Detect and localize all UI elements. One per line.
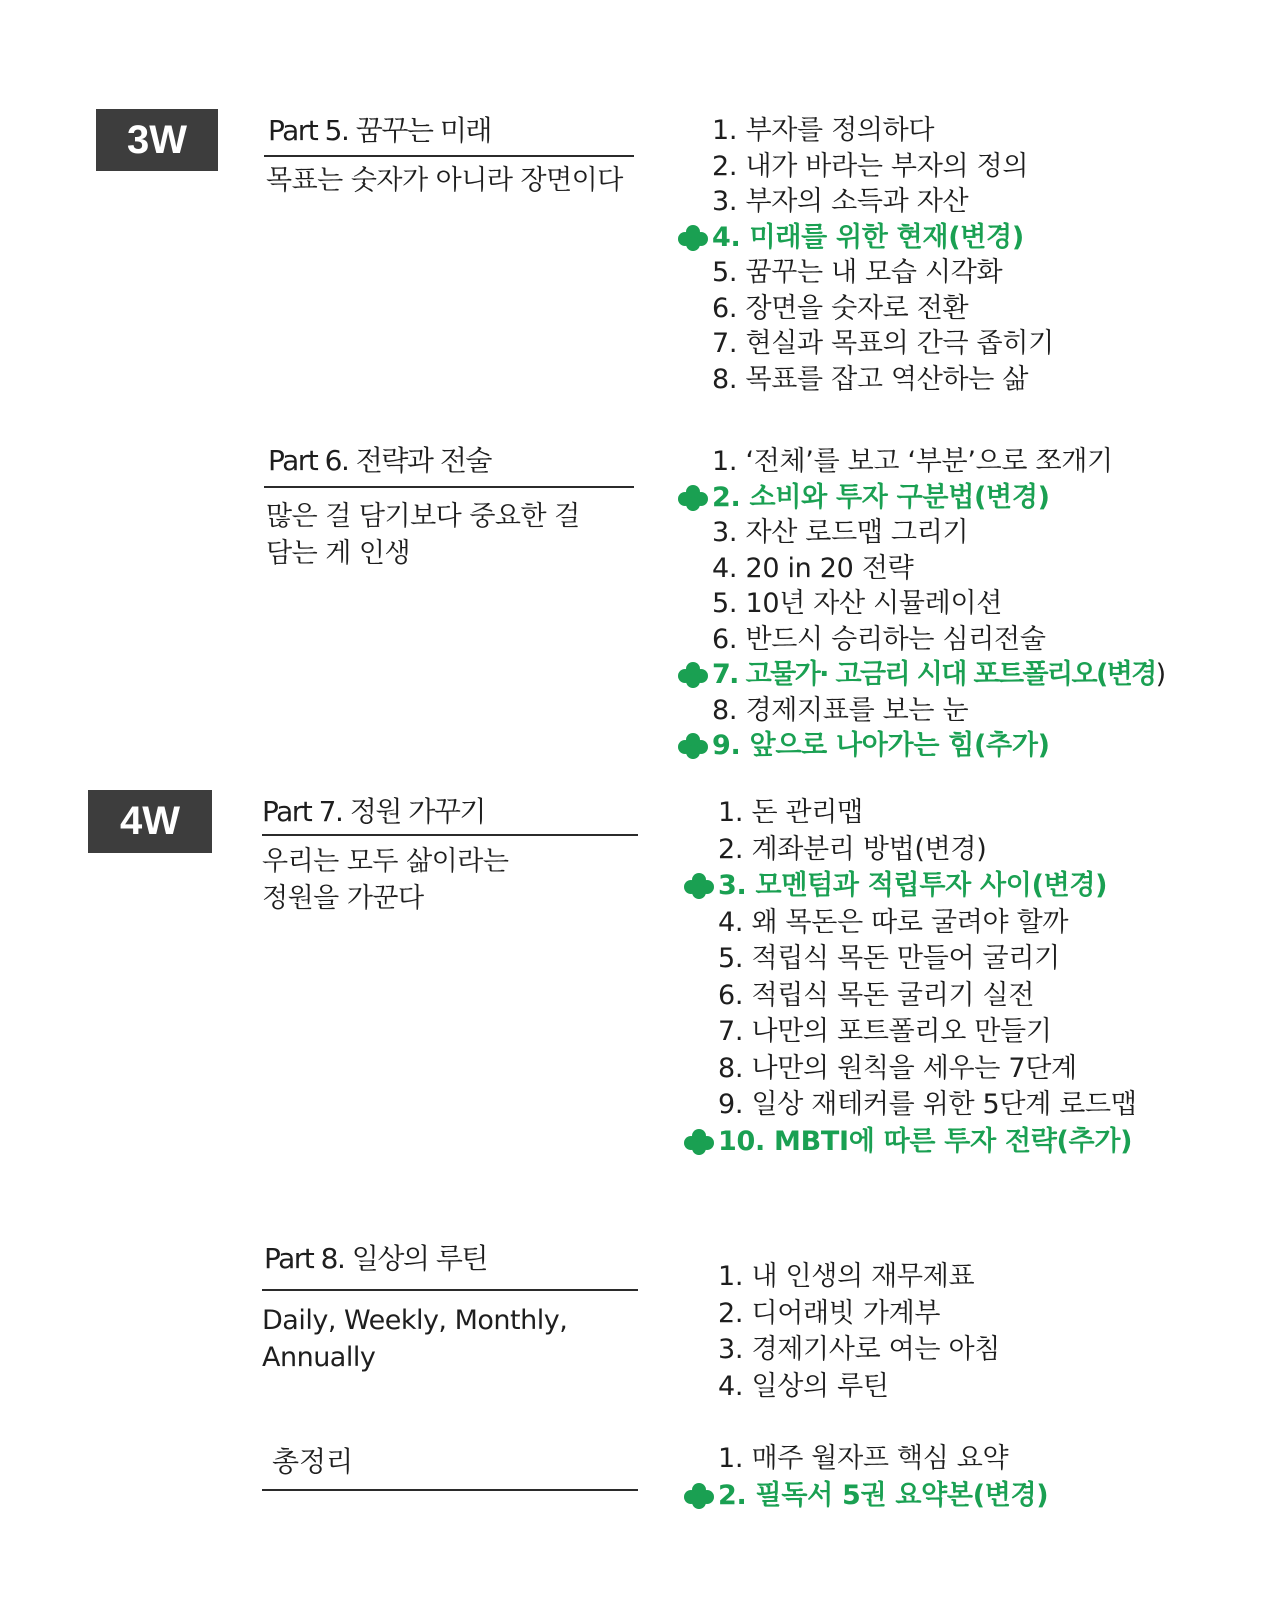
list-item: 7. 나만의 포트폴리오 만들기 [718,1016,1052,1047]
part5-rule [264,155,634,157]
list-item-highlighted [712,220,1054,256]
summary-rule [262,1489,638,1491]
list-item: 1. ‘전체’를 보고 ‘부분’으로 쪼개기 [712,446,1113,477]
list-item: 1. 부자를 정의하다 [712,115,935,146]
list-item-label: 2. 필독서 5권 요약본(변경) [718,1479,1049,1511]
list-item: 1. 매주 월자프 핵심 요약 [718,1443,1009,1474]
part5-list [712,113,1054,397]
week-badge-3w: 3W [96,109,218,171]
list-item-highlighted [712,480,1165,516]
list-item-highlighted [718,868,1137,905]
clover-icon [684,873,714,899]
list-item: 6. 적립식 목돈 굴리기 실전 [718,979,1035,1011]
list-item: 2. 내가 바라는 부자의 정의 [712,150,1029,182]
list-item-label: 10. MBTI에 따른 투자 전략(추가) [718,1125,1133,1157]
clover-icon [678,733,708,759]
list-item: 1. 내 인생의 재무제표 [718,1261,975,1292]
part8-list [718,1259,1000,1405]
list-item-highlighted [718,1124,1137,1161]
list-item-highlighted [712,728,1165,764]
part6-description-line: 많은 걸 담기보다 중요한 걸 [266,501,580,532]
part6-rule [264,486,634,488]
clover-icon [684,1483,714,1509]
list-item: 8. 경제지표를 보는 눈 [712,694,969,726]
part5-description: 목표는 숫자가 아니라 장면이다 [266,165,623,196]
clover-icon [678,662,708,688]
part8-title: Part 8. 일상의 루틴 [264,1242,487,1275]
summary-title: 총정리 [272,1445,354,1478]
part8-description-line: Annually [262,1342,376,1373]
clover-icon [678,485,708,511]
part6-description [266,498,580,572]
week-badge-4w: 4W [88,790,212,853]
part6-description-line: 담는 게 인생 [266,538,411,569]
clover-icon [684,1129,714,1155]
list-item-label: 9. 앞으로 나아가는 힘(추가) [712,730,1050,761]
part8-description-line: Daily, Weekly, Monthly, [262,1305,568,1336]
list-item: 3. 부자의 소득과 자산 [712,186,969,217]
list-item: 8. 나만의 원칙을 세우는 7단계 [718,1052,1077,1084]
list-item-label: 4. 미래를 위한 현재(변경) [712,221,1024,253]
list-item: 4. 20 in 20 전략 [712,552,914,584]
part7-list [718,795,1137,1160]
list-item: 2. 디어래빗 가계부 [718,1297,941,1329]
list-item-highlighted [718,1478,1048,1515]
list-item-label: 3. 모멘텀과 적립투자 사이(변경) [718,870,1108,901]
part6-title: Part 6. 전략과 전술 [268,444,491,477]
part7-rule [262,834,638,836]
list-item: 3. 자산 로드맵 그리기 [712,517,969,548]
part8-description [262,1302,567,1376]
list-item: 3. 경제기사로 여는 아침 [718,1334,1001,1365]
list-item-label: 7. 고물가· 고금리 시대 포트폴리오(변경 [712,659,1156,690]
list-item: 8. 목표를 잡고 역산하는 삶 [712,363,1029,395]
list-item-label: 2. 소비와 투자 구분법(변경) [712,481,1050,513]
list-item-highlighted [712,657,1165,693]
list-item-closing-paren: ) [1155,659,1165,690]
part6-list [712,444,1165,764]
list-item: 9. 일상 재테커를 위한 5단계 로드맵 [718,1089,1137,1120]
list-item: 2. 계좌분리 방법(변경) [718,833,987,865]
part7-description [262,843,508,917]
clover-icon [678,225,708,251]
part5-title: Part 5. 꿈꾸는 미래 [268,114,491,147]
part7-description-line: 우리는 모두 삶이라는 [262,846,509,877]
list-item: 1. 돈 관리맵 [718,797,863,828]
summary-list [718,1441,1048,1514]
list-item: 4. 일상의 루틴 [718,1370,889,1402]
list-item: 5. 10년 자산 시뮬레이션 [712,588,1003,619]
list-item: 4. 왜 목돈은 따로 굴려야 할까 [718,906,1069,938]
list-item: 6. 반드시 승리하는 심리전술 [712,623,1046,655]
list-item: 6. 장면을 숫자로 전환 [712,292,969,324]
part8-rule [262,1289,638,1291]
part7-title: Part 7. 정원 가꾸기 [262,795,485,828]
list-item: 5. 적립식 목돈 만들어 굴리기 [718,943,1060,974]
list-item: 7. 현실과 목표의 간극 좁히기 [712,328,1054,359]
part7-description-line: 정원을 가꾼다 [262,883,424,914]
list-item: 5. 꿈꾸는 내 모습 시각화 [712,257,1003,288]
